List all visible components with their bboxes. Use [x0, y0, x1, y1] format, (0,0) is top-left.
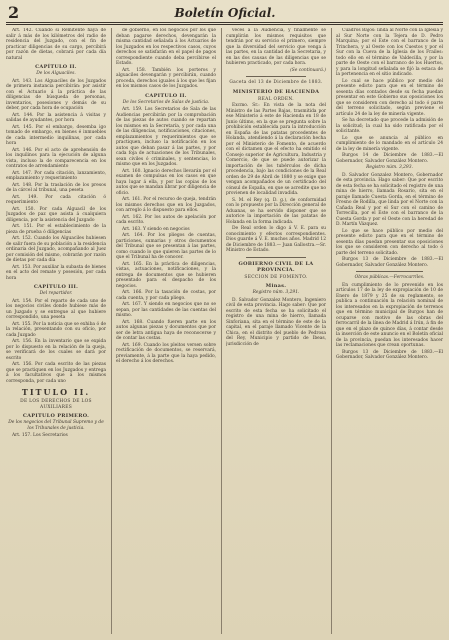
paragraph: Cuadros Bajos: linda al Norte con la Iglesia y al Sur Norte con la Tejera de D. Pedro Marquina; por el Este con el barranco de la Trinchera, y al Oeste con los Cuestos y por el Sur con la Cueva de la Iglesia de los Frailes: todo ello en el término de Valdecilla, y por la parte de Oeste con el barranco de los Huertos, y para la longitud señalada se fijó la estaca de la pertenencia en el sitio indicado.	[336, 28, 443, 77]
paragraph: Art. 142. Cuando sí Remitente haya de salir á más de los kilómetros del radio de residencia del Juzgado, con el fin de practicar diligencias de su cargo, percibirá por razón de dietas, cobrará por cada día natural	[6, 28, 106, 61]
mines-heading: Minas.	[265, 283, 287, 289]
paragraph: Art. 145. Por el embargo, desemba igo tomado de embargo, en bienes é inmuebles de cada intermedio inquilinas, por cada hora	[6, 124, 106, 146]
column-divider	[331, 28, 332, 634]
registry-number: Registro núm. 3,291.	[252, 290, 300, 295]
chapter-heading: CAPITULO II.	[145, 92, 187, 99]
paragraph: Art. 162. Por los autos de apelación por cada escrito.	[116, 214, 216, 225]
page-number: 2	[8, 3, 20, 22]
text-column-1	[6, 28, 106, 634]
government-heading: GOBIERNO CIVIL DE LA PROVINCIA.	[238, 260, 314, 273]
column-divider	[111, 28, 112, 634]
paragraph: Art. 152. Cuando los Alguaciles hubiesen de salir fuera de su población a la residencia ordinaria del Juzgado, acompañando al Juez por comisión del mismo, cobrarán por razón de dietas por cada día	[6, 236, 106, 263]
paragraph: Art. 167. Y siendo en negocios que no se sepan, por las cantidades de las cuentas del mismo.	[116, 302, 216, 318]
title-subheading: DE LOS DERECHOS DE LOS AUXILIARES	[20, 399, 92, 410]
chapter-heading: CAPÍTULO II.	[35, 64, 77, 70]
paragraph: Art. 163. Y siendo en negocios	[122, 226, 190, 232]
paragraph: Art. 148. Por la traslación de los presos de la cárcel al tribunal, una peseta	[6, 182, 106, 193]
paragraph: Art. 156. Por cada escrito de las piezas que se practiquen en los Juzgados y entrega á los facultativos que á los mismos corresponda, por cada uno	[6, 362, 106, 384]
section-separator	[246, 257, 306, 258]
publication-title: Boletín Oficial.	[174, 6, 276, 20]
paragraph: Art. 149. Por cada citación ó requerimiento	[6, 194, 106, 205]
paragraph: En cumplimiento de lo prevenido en los artículos 17 de la ley de expropiación de 10 de Enero de 1879 y 25 de su reglamento, se publica a continuación la relación nominal de los interesados en la expropiación de terrenos que en término municipal de Burgos han de ocuparse con motivo de las obras del ferrocarril de la línea de Madrid á Irún, á fin de que en el plazo de quince días, á contar desde la inserción de este anuncio en el Boletín oficial de la provincia, puedan los interesados hacer las reclamaciones que crean oportunas.	[336, 282, 443, 348]
paragraph: Art. 164. Por los pliegos de cuentas, particiones, sumarias y otros documentos del Tribunal que se presentan á las partes, como cuando lo que quieren las partes de lo que el Tribunal ha de conocer.	[116, 233, 216, 260]
paragraph: Art. 168. Cuando fueren parte en los autos algunas piezas y documentos que por ser de letra antigua haya de reconocerse y de contar las costas.	[116, 319, 216, 341]
paragraph: Art. 146. Por el acto de aprehensión de los inquilinos para la ejecución de alguna vista, incluso la de comparecencia en los contratos de arrendamiento	[6, 147, 106, 169]
paragraph: Art. 153. Por auxiliar la subasta de bienes en el acto del remate y posesión, por cada hora	[6, 264, 106, 281]
signature-line: Burgos 13 de Diciembre de 1883.—El Gobernador, Salvador González Montero.	[336, 349, 443, 360]
paragraph: Art. 166. Por la tasación de costas, por cada cuenta, y por cada pliego.	[116, 290, 216, 301]
paragraph: Art. 158. También los porteros y alguaciles devengarán y percibirán, cuando proceda, derechos iguales á los que les fijan en los mismos casos de los Juzgados.	[116, 67, 216, 89]
paragraph: Art. 155. Por la noticia que se exhiba ó de la relación, presentando con su oficio, por cada Juzgado	[6, 321, 106, 338]
paragraph: Art. 150. Por cada Alguacil de los Juzgados de paz que asista á cualquiera diligencia, por la asistencia del Juzgado	[6, 206, 106, 223]
chapter-heading: CAPÍTULO III.	[33, 284, 79, 290]
paragraph: S. M. el Rey (q. D. g.), de conformidad con lo propuesto por la Dirección general de Aduanas, se ha servido disponer que se autorice la importación de las patatas de Holanda en la forma indicada.	[226, 197, 326, 225]
chapter-heading: CAPITULO PRIMERO.	[22, 413, 90, 419]
chapter-subheading: De los Alguaciles.	[36, 71, 76, 76]
text-column-2	[116, 28, 216, 634]
paragraph: Art. 157. Los Secretarios	[12, 433, 68, 438]
paragraph: veces á la Audiencia, y finalmente se cumplirán los mismos requisitos que tendrán por su servicio el primero, siempre que la diversidad del servicio que venga á las partes, en la cantidad de la Secretaría, y en las dos causas de las diligencias que se hubieren practicado, por cada hora.	[226, 28, 326, 66]
paragraph: Art. 151. Por el establecimiento de la pieza de prueba ó diligencias	[6, 224, 106, 235]
section-heading: SECCION DE FOMENTO.	[244, 274, 308, 280]
gazette-date: Gaceta del 13 de Diciembre de 1883.	[229, 80, 323, 85]
registry-number: Registro núm. 3,293.	[366, 165, 413, 170]
paragraph: Art. 159. Los Secretarios de Sala de las Audiencias percibirán por la comprobación de las piezas de autos cuando se repartan los mismos en la Secretaría, y por cada una de las diligencias, notificaciones, citaciones, emplazamientos y requerimientos que se practiquen, incluso la notificación en los autos que deban pasar á las partes, y por cada foja de actuaciones de los Tribunales, sean civiles ó criminales, y sentencias, lo mismo que en los Juzgados.	[116, 107, 216, 167]
section-separator	[246, 76, 306, 77]
paragraph: Art. 144. Por la asistencia á visitas y salidas de ayudantes, por hora	[6, 112, 106, 123]
paragraph: Art. 147. Por cada citación, lanzamiento, emplazamiento y requerimiento	[6, 170, 106, 181]
paragraph: Art. 154. Por el reparto de cada uno de los negocios civiles donde hubiese más de un Juzgado y se entregue al que hubiere correspondido, una peseta	[6, 298, 106, 320]
paragraph: Art. 165. En la práctica de diligencias, vistas, actuaciones, notificaciones, y la entrega de documentos que se hubieren presentado para el despacho de los negocios.	[116, 261, 216, 289]
ministry-heading: MINISTERIO DE HACIENDA	[232, 88, 320, 95]
public-works-heading: Obras públicas.—Ferrocarriles.	[354, 275, 425, 280]
paragraph: Art. 160. Ignacio derechos llevarán por el examen de compulsas en los casos en que haya lugar á ella, y por las copias de los autos que se mandan librar por diligencia de oficio.	[116, 168, 216, 196]
section-separator	[356, 271, 423, 272]
royal-order-label: REAL ORDEN.	[258, 96, 294, 102]
paragraph: De Real orden lo digo á V. E. para su conocimiento y efectos correspondientes. Dios guarde á V. E. muchos años. Madrid 12 de Diciembre de 1883.— Juan Gallostra.—Sr. Ministro de Estado.	[226, 226, 326, 253]
header-rule-double	[6, 24, 443, 25]
masthead	[0, 0, 449, 26]
paragraph: de gobierno, en los negocios por los que deban pagarse derechos, devengarán la misma cantidad señalada á los Actuarios de los Juzgados en los respectivos casos, cuyos derechos se satisfarán en el papel de pagos correspondiente cuando deba percibirse el Estado.	[116, 28, 216, 66]
chapter-subheading: De los Secretarios de Salas de justicia.	[122, 99, 210, 105]
paragraph: Lo cual se hace público por medio del presente edicto para que en el término de sesenta días contados desde su fecha puedan presentar en este Gobierno sus oposiciones los que se consideren con derecho al todo ó parte del terreno solicitado, según previene el artículo 24 de la ley de minería vigente.	[336, 78, 443, 117]
header-rule	[6, 22, 443, 23]
paragraph: Lo que se anuncia al público en cumplimiento de lo mandado en el artículo 24 de la ley de minería vigente.	[336, 135, 443, 152]
signature-line: Burgos 13 de Diciembre de 1883.—El Gobernador, Salvador González Montero.	[336, 257, 443, 268]
signature-line: Burgos 14 de Diciembre de 1883.—El Gobernador, Salvador González Montero.	[336, 153, 443, 164]
title-heading: TITULO II.	[21, 387, 91, 397]
text-column-3	[226, 28, 326, 634]
paragraph: D. Salvador Gonzalez Montero, Ingeniero civil de esta provincia. Hago saber: Que por escrito de esta fecha se ha solicitado el registro de una mina de hierro, llamada Sinforiana, sita en el término de este de la capital, en el paraje llamado Vicente de la Chica, en el distrito del pueblo de Pedrosa del Rey, Municipio y partido de Ibeas, jurisdicción de	[226, 297, 326, 347]
chapter-subheading: De los negocios del Tribunal Supremo y de los Tribunales de justicia.	[8, 420, 104, 431]
paragraph: D. Salvador Gonzalez Montero, Gobernador de esta provincia. Hago saber: Que por escrito de esta fecha se ha solicitado el registro de una mina de hierro, llamada Rosario, sita en el paraje llamado Cuesta Gorda, en el término de Fresno de Rodilla, que linda por el Norte con la Cañada Real y por el Sur con el camino de Torrecilla, por el Este con el barranco de la Cuesta Gorda y por el Oeste con la heredad de D. Martín Vázquez.	[336, 172, 443, 227]
paragraph: Art. 161. Por el recurso de queja, tendrán los mismos derechos que en los Juzgados, con arreglo á lo dispuesto para ellos.	[116, 197, 216, 213]
paragraph: Excmo. Sr.: En vista de la nota del Ministro de las Partes Bajas, trasmitida por ese Ministerio á este de Hacienda en 18 de Junio último, en la que se pregunta sobre la prohibición establecida para la introducción en España de las patatas procedentes de Holanda, atendiendo á la declaración hecha por el Ministerio de Fomento, de acuerdo con el dictamen que el efecto ha emitido el Consejo superior de Agricultura, Industria y Comercio, de que se puede autorizar la importación de los tubérculos de dicha procedencia, bajo las condiciones de la Real orden de 29 de Abril de 1880 y se exige que vengan acompañados de un certificado del cónsul de España, en que se acredite que no provienen de localidad invadida.	[226, 103, 326, 196]
paragraph: Lo que se hace público por medio del presente edicto para que en el término de sesenta días puedan presentar sus oposiciones los que se consideren con derecho al todo ó parte del terreno solicitado.	[336, 228, 443, 256]
paragraph: Art. 156. En la inventario que se expida por lo dispuesto en la relación de la queja, se verificará de los cuales se dará por escrito	[6, 339, 106, 361]
continuation-note: (Se continuará.)	[290, 67, 326, 73]
paragraph: Art. 169. Cuando los pleitos versen sobre rectificación de documentos, se reservará, previamente, á la parte que la haya pedido, el derecho á los derechos.	[116, 342, 216, 364]
paragraph: Se ha decretado que procede la admisión de la solicitud; la cual ha sido ratificada por el solicitante.	[336, 118, 443, 134]
column-divider	[221, 28, 222, 634]
paragraph: Art. 143. Los Alguaciles de los Juzgados de primera instancia percibirán: por asistir con el Actuario á la práctica de las diligencias de búsqueda de personas, inventarios, posesiones y demás de su deber, por cada hora de ocupación	[6, 78, 106, 111]
text-column-4	[336, 28, 443, 634]
chapter-subheading: Del repartidor.	[39, 291, 73, 296]
